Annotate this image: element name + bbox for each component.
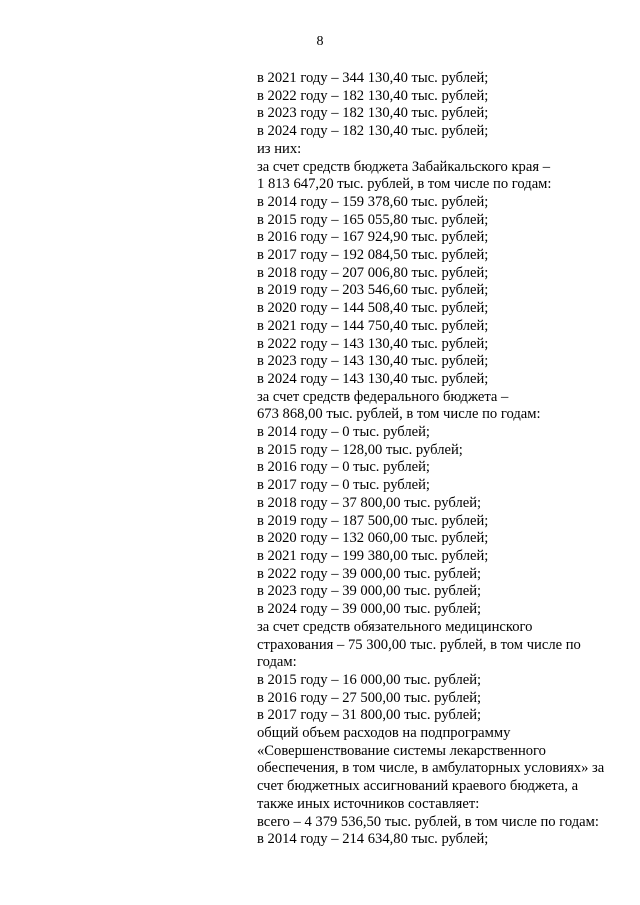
text-line: в 2024 году – 39 000,00 тыс. рублей; xyxy=(257,601,482,618)
text-line: в 2022 году – 39 000,00 тыс. рублей; xyxy=(257,565,482,582)
text-line: за счет средств обязательного медицинского xyxy=(257,618,533,635)
text-line: в 2016 году – 0 тыс. рублей; xyxy=(257,459,430,476)
text-line: в 2024 году – 182 130,40 тыс. рублей; xyxy=(257,123,489,140)
text-line: также иных источников составляет: xyxy=(257,795,480,812)
text-line: из них: xyxy=(257,140,302,157)
text-line: в 2023 году – 143 130,40 тыс. рублей; xyxy=(257,353,489,370)
document-body xyxy=(257,70,627,849)
text-line: в 2018 году – 37 800,00 тыс. рублей; xyxy=(257,494,482,511)
text-line: 673 868,00 тыс. рублей, в том числе по годам: xyxy=(257,406,541,423)
text-line: в 2016 году – 167 924,90 тыс. рублей; xyxy=(257,229,489,246)
text-line: в 2017 году – 192 084,50 тыс. рублей; xyxy=(257,247,489,264)
text-line: в 2021 году – 199 380,00 тыс. рублей; xyxy=(257,547,489,564)
text-line: счет бюджетных ассигнований краевого бюджета, а xyxy=(257,778,579,795)
text-line: в 2015 году – 16 000,00 тыс. рублей; xyxy=(257,671,482,688)
text-line: за счет средств бюджета Забайкальского края – xyxy=(257,158,550,175)
text-line: в 2017 году – 0 тыс. рублей; xyxy=(257,477,430,494)
text-line: в 2022 году – 182 130,40 тыс. рублей; xyxy=(257,87,489,104)
text-line: в 2023 году – 39 000,00 тыс. рублей; xyxy=(257,583,482,600)
text-line: 1 813 647,20 тыс. рублей, в том числе по годам: xyxy=(257,176,552,193)
text-line: в 2020 году – 144 508,40 тыс. рублей; xyxy=(257,300,489,317)
text-line: за счет средств федерального бюджета – xyxy=(257,388,509,405)
page-number: 8 xyxy=(316,34,324,49)
text-line: в 2017 году – 31 800,00 тыс. рублей; xyxy=(257,707,482,724)
text-line: общий объем расходов на подпрограмму xyxy=(257,725,511,742)
text-line: в 2022 году – 143 130,40 тыс. рублей; xyxy=(257,335,489,352)
text-line: в 2024 году – 143 130,40 тыс. рублей; xyxy=(257,370,489,387)
text-line: в 2019 году – 203 546,60 тыс. рублей; xyxy=(257,282,489,299)
text-line: в 2016 году – 27 500,00 тыс. рублей; xyxy=(257,689,482,706)
text-line: всего – 4 379 536,50 тыс. рублей, в том числе по годам: xyxy=(257,813,599,830)
text-line: в 2018 году – 207 006,80 тыс. рублей; xyxy=(257,264,489,281)
text-line: «Совершенствование системы лекарственного xyxy=(257,742,546,759)
text-line: годам: xyxy=(257,654,297,671)
text-line: в 2015 году – 128,00 тыс. рублей; xyxy=(257,441,463,458)
text-line: в 2019 году – 187 500,00 тыс. рублей; xyxy=(257,512,489,529)
text-line: в 2020 году – 132 060,00 тыс. рублей; xyxy=(257,530,489,547)
text-line: в 2015 году – 165 055,80 тыс. рублей; xyxy=(257,211,489,228)
text-line: в 2023 году – 182 130,40 тыс. рублей; xyxy=(257,105,489,122)
text-line: в 2021 году – 144 750,40 тыс. рублей; xyxy=(257,317,489,334)
text-line: в 2014 году – 159 378,60 тыс. рублей; xyxy=(257,193,489,210)
text-line: в 2014 году – 214 634,80 тыс. рублей; xyxy=(257,831,489,848)
text-line: в 2014 году – 0 тыс. рублей; xyxy=(257,424,430,441)
text-line: в 2021 году – 344 130,40 тыс. рублей; xyxy=(257,70,489,86)
text-line: страхования – 75 300,00 тыс. рублей, в том числе по xyxy=(257,636,581,653)
text-line: обеспечения, в том числе, в амбулаторных условиях» за xyxy=(257,760,605,777)
